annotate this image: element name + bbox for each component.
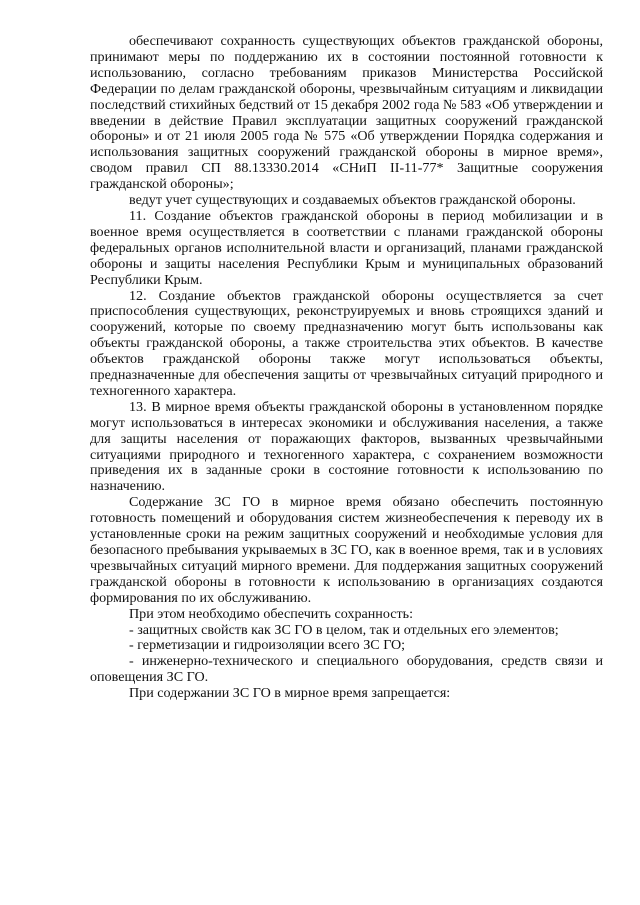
list-item-sealing: - герметизации и гидроизоляции всего ЗС ГО; (129, 637, 406, 654)
paragraph-record-keeping: ведут учет существующих и создаваемых объектов гражданской обороны. (129, 192, 576, 209)
paragraph-item-13: 13. В мирное время объекты гражданской обороны в установленном порядке могут использоваться в интересах экономики и обслуживания населения, а также для защиты населения от поражающих факторов, вызванных чрезвычайными ситуациями природного и техногенного характера, с сохранением возможности приведения их в заданные сроки в состояние готовности к использованию по назначению. (90, 398, 603, 495)
paragraph-maintenance-peacetime: Содержание ЗС ГО в мирное время обязано обеспечить постоянную готовность помещений и оборудования систем жизнеобеспечения к переводу их в установленные сроки на режим защитных сооружений и необходимые условия для безопасного пребывания укрываемых в ЗС ГО, как в военное время, так и в условиях чрезвычайных ситуаций мирного времени. Для поддержания защитных сооружений гражданской обороны в готовности к использованию в организациях создаются формирования по их обслуживанию. (90, 494, 603, 606)
document-page (90, 34, 603, 702)
list-item-protective-properties: - защитных свойств как ЗС ГО в целом, так и отдельных его элементов; (129, 621, 559, 638)
paragraph-item-12: 12. Создание объектов гражданской обороны осуществляется за счет приспособления существующих, реконструируемых и вновь строящихся зданий и сооружений, которые по своему предназначению могут быть использованы как объекты гражданской обороны, а также строительства этих объектов. В качестве объектов гражданской обороны также могут использоваться объекты, предназначенные для обеспечения защиты от чрезвычайных ситуаций природного и техногенного характера. (90, 287, 603, 399)
paragraph-prohibited: При содержании ЗС ГО в мирное время запрещается: (129, 685, 451, 702)
list-item-equipment: - инженерно-технического и специального оборудования, средств связи и оповещения ЗС ГО. (90, 653, 603, 686)
paragraph-ensure-preservation: При этом необходимо обеспечить сохранность: (129, 605, 413, 622)
paragraph-item-11: 11. Создание объектов гражданской обороны в период мобилизации и в военное время осуществляется в соответствии с планами гражданской обороны федеральных органов исполнительной власти и организаций, планами гражданской обороны и защиты населения Республики Крым и муниципальных образований Республики Крым. (90, 207, 603, 288)
paragraph-civil-defense-maintenance: обеспечивают сохранность существующих объектов гражданской обороны, принимают меры по поддержанию их в состоянии постоянной готовности к использованию, согласно требованиям приказов Министерства Российской Федерации по делам гражданской обороны, чрезвычайным ситуациям и ликвидации последствий стихийных бедствий от 15 декабря 2002 года № 583 «Об утверждении и введении в действие Правил эксплуатации защитных сооружений гражданской обороны» и от 21 июля 2005 года № 575 «Об утверждении Порядка содержания и использования защитных сооружений гражданской обороны в мирное время», сводом правил СП 88.13330.2014 «СНиП II-11-77* Защитные сооружения гражданской обороны»; (90, 33, 603, 193)
